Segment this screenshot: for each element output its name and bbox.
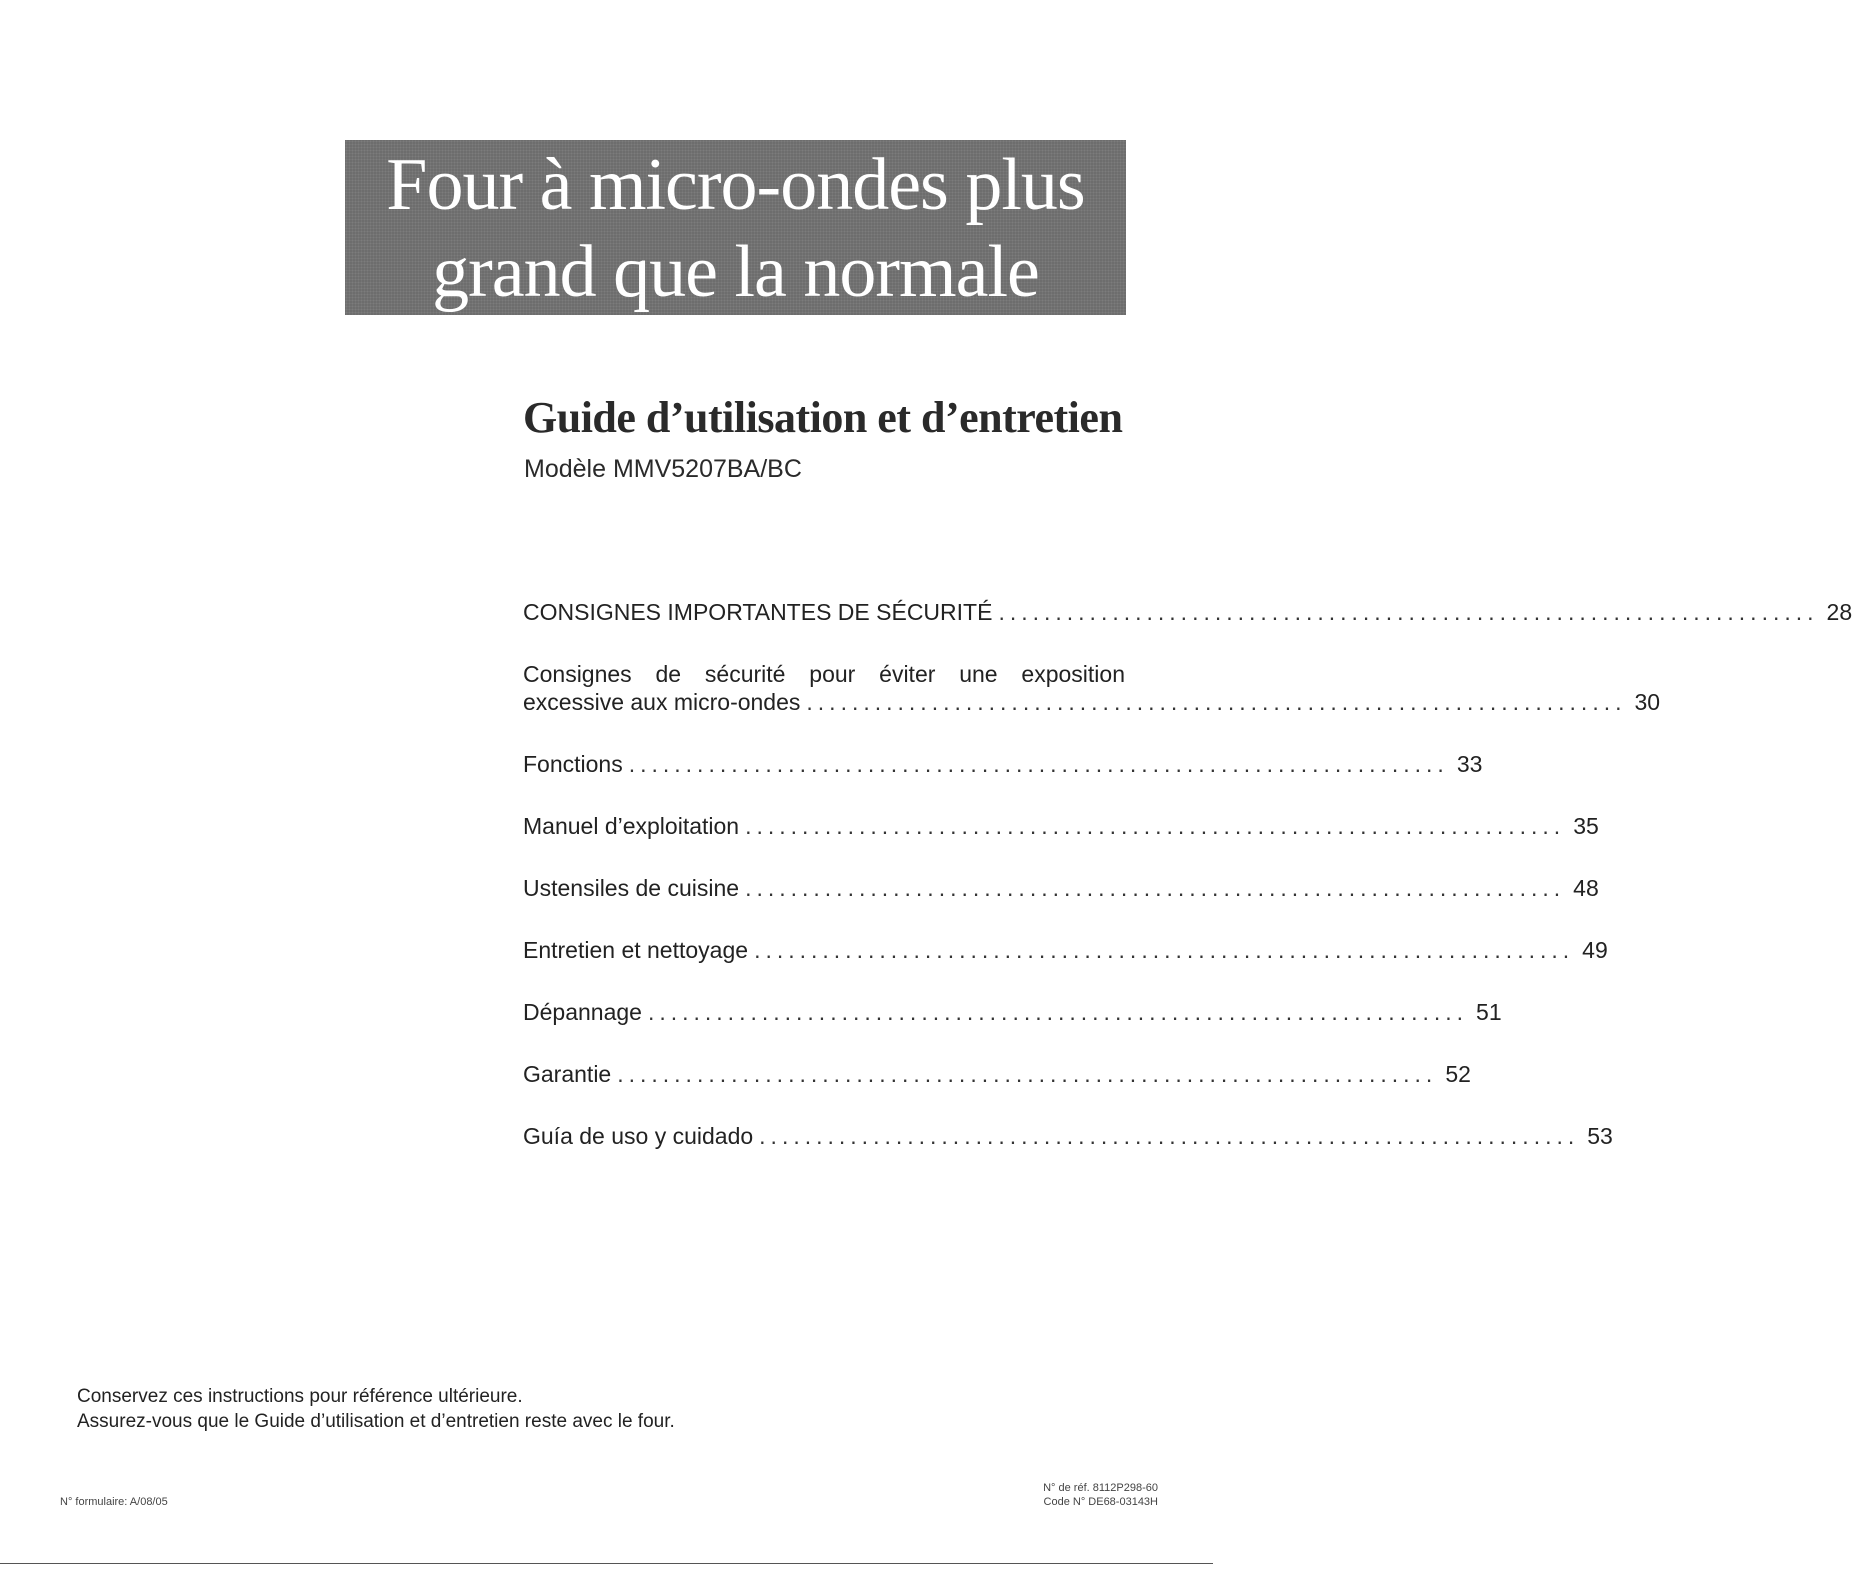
keep-instructions-note <box>77 1384 675 1434</box>
banner-title-line-1: Four à micro-ondes plus <box>386 144 1085 226</box>
banner-title-line-2: grand que la normale <box>432 231 1039 313</box>
toc-entry-microwave-exposure[interactable] <box>523 660 1661 716</box>
toc-label: Fonctions <box>523 751 623 777</box>
toc-label: Dépannage <box>523 999 642 1025</box>
toc-page-number: 48 <box>1573 875 1599 901</box>
toc-page-number: 35 <box>1573 813 1599 839</box>
bottom-divider <box>0 1563 1213 1564</box>
toc-label-line-1: Consignes de sécurité pour éviter une exposition <box>523 661 1125 687</box>
toc-leader-dots: ........................................................................ <box>998 599 1819 625</box>
toc-page-number: 28 <box>1826 599 1852 625</box>
toc-label: CONSIGNES IMPORTANTES DE SÉCURITÉ <box>523 599 993 625</box>
toc-entry-warranty[interactable] <box>523 1060 1471 1088</box>
toc-entry-troubleshooting[interactable] <box>523 998 1502 1026</box>
toc-leader-dots: ........................................................................ <box>628 751 1449 777</box>
title-banner <box>345 140 1126 315</box>
toc-leader-dots: ........................................................................ <box>806 689 1627 715</box>
toc-leader-dots: ........................................................................ <box>754 937 1575 963</box>
reference-block <box>1043 1481 1158 1509</box>
toc-entry-safety[interactable] <box>523 598 1852 626</box>
note-line-1: Conservez ces instructions pour référence ultérieure. <box>77 1386 523 1407</box>
note-line-2: Assurez-vous que le Guide d’utilisation et d’entretien reste avec le four. <box>77 1411 675 1432</box>
toc-entry-spanish-guide[interactable] <box>523 1122 1613 1150</box>
toc-page-number: 33 <box>1456 751 1483 777</box>
toc-leader-dots: ........................................................................ <box>745 875 1566 901</box>
toc-label: Garantie <box>523 1061 612 1087</box>
toc-page-number: 52 <box>1445 1061 1471 1087</box>
form-number: N° formulaire: A/08/05 <box>60 1496 168 1508</box>
guide-title: Guide d’utilisation et d’entretien <box>523 393 1123 442</box>
reference-number: N° de réf. 8112P298-60 <box>1043 1482 1158 1494</box>
table-of-contents <box>523 598 1852 1184</box>
model-number: Modèle MMV5207BA/BC <box>524 455 802 483</box>
toc-leader-dots: ........................................................................ <box>617 1061 1438 1087</box>
toc-page-number: 30 <box>1634 689 1661 715</box>
toc-page-number: 51 <box>1476 999 1502 1025</box>
toc-entry-cookware[interactable] <box>523 874 1599 902</box>
toc-label: excessive aux micro-ondes <box>523 689 801 715</box>
toc-label: Manuel d’exploitation <box>523 813 740 839</box>
toc-entry-care-cleaning[interactable] <box>523 936 1608 964</box>
toc-leader-dots: ........................................................................ <box>745 813 1566 839</box>
toc-label: Guía de uso y cuidado <box>523 1123 754 1149</box>
toc-page-number: 49 <box>1582 937 1608 963</box>
toc-entry-functions[interactable] <box>523 750 1483 778</box>
toc-leader-dots: ........................................................................ <box>647 999 1469 1025</box>
code-number: Code N° DE68-03143H <box>1043 1496 1158 1508</box>
toc-label: Ustensiles de cuisine <box>523 875 740 901</box>
toc-entry-operating-manual[interactable] <box>523 812 1599 840</box>
toc-leader-dots: ........................................................................ <box>759 1123 1580 1149</box>
toc-label: Entretien et nettoyage <box>523 937 749 963</box>
toc-page-number: 53 <box>1587 1123 1613 1149</box>
